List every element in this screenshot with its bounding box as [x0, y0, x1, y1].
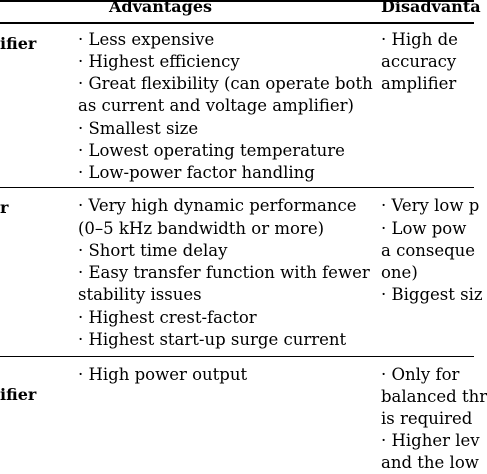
row-1-adv-line: · Low-power factor handling [78, 163, 315, 182]
row-1-adv-line: · Highest efficiency [78, 52, 240, 71]
row-2-dis-line: one) [381, 263, 418, 282]
row-3-dis-line: is required [381, 409, 473, 428]
row-2-dis-line: · Very low p [381, 196, 480, 215]
row-divider-1 [0, 187, 474, 188]
header-disadvantages: Disadvanta [381, 0, 481, 16]
row-2-dis-line: · Biggest siz [381, 285, 483, 304]
row-1-adv-line: · Lowest operating temperature [78, 141, 345, 160]
row-2-adv-line: · Highest crest-factor [78, 308, 257, 327]
row-1-dis-line: accuracy [381, 52, 457, 71]
row-2-adv-line: stability issues [78, 285, 202, 304]
row-2-adv-line: · Short time delay [78, 241, 228, 260]
table-header-rule [0, 22, 474, 24]
row-2-label: r [0, 198, 9, 217]
row-1-adv-line: as current and voltage amplifier) [78, 96, 354, 115]
row-divider-2 [0, 356, 474, 357]
row-3-adv-line: · High power output [78, 365, 248, 384]
row-1-label: ifier [0, 34, 37, 53]
row-3-dis-line: · Only for [381, 365, 460, 384]
row-1-adv-line: · Smallest size [78, 119, 199, 138]
row-1-dis-line: · High de [381, 30, 458, 49]
row-2-adv-line: · Easy transfer function with fewer [78, 263, 370, 282]
row-3-dis-line: and the low [381, 453, 479, 472]
row-1-adv-line: · Great flexibility (can operate both [78, 74, 373, 93]
row-2-adv-line: (0–5 kHz bandwidth or more) [78, 219, 325, 238]
row-2-dis-line: a conseque [381, 241, 476, 260]
row-2-adv-line: · Highest start-up surge current [78, 330, 347, 349]
row-3-dis-line: balanced thr [381, 387, 487, 406]
header-advantages: Advantages [109, 0, 213, 16]
row-2-dis-line: · Low pow [381, 219, 467, 238]
row-3-label: ifier [0, 385, 37, 404]
row-3-dis-line: · Higher lev [381, 431, 480, 450]
row-2-adv-line: · Very high dynamic performance [78, 196, 357, 215]
row-1-dis-line: amplifier [381, 74, 457, 93]
row-1-adv-line: · Less expensive [78, 30, 215, 49]
